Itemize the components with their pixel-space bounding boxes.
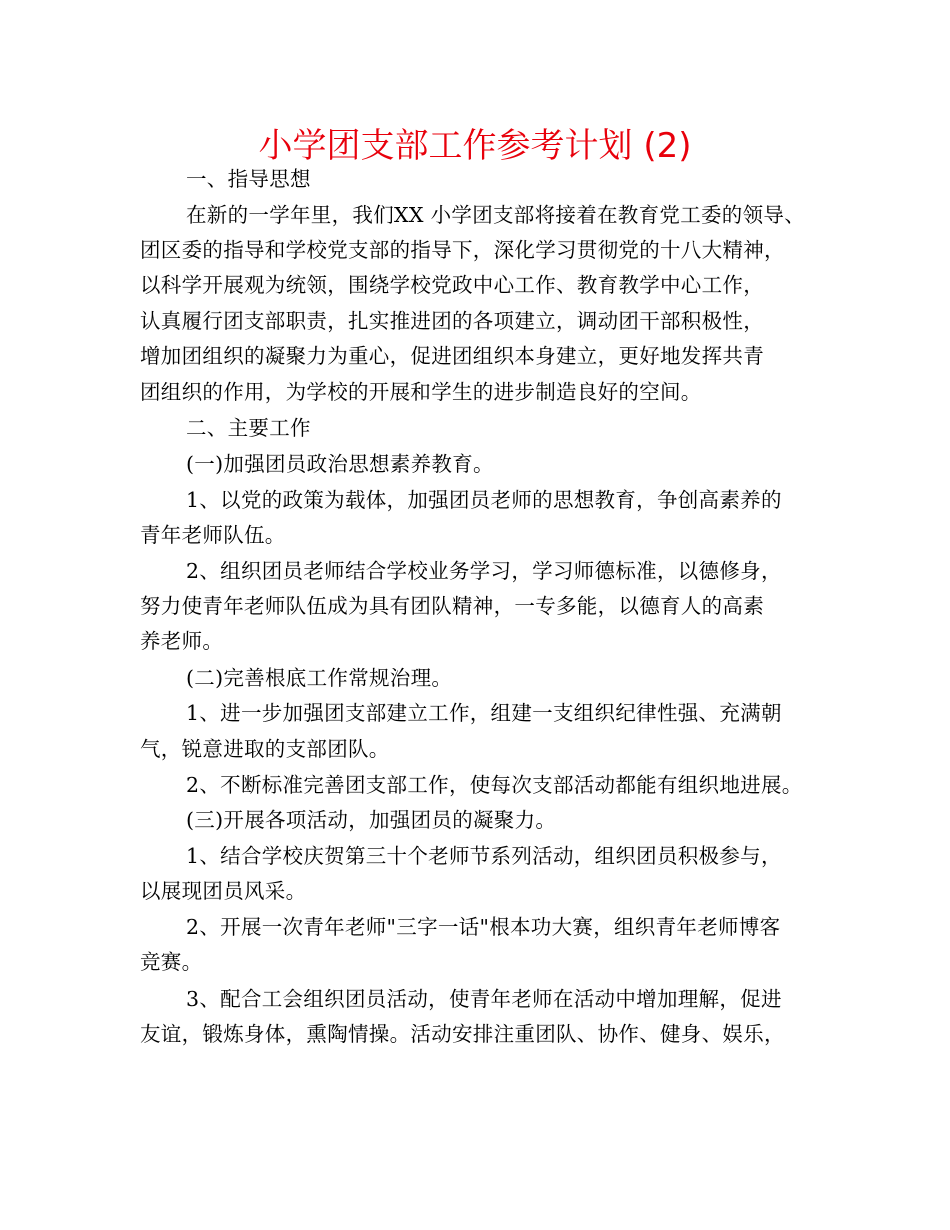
paragraph-line: 养老师。 [140,629,224,653]
paragraph-line: 2、不断标准完善团支部工作，使每次支部活动都能有组织地进展。 [186,773,803,797]
paragraph-line: 1、进一步加强团支部建立工作，组建一支组织纪律性强、充满朝 [186,701,782,725]
paragraph-line: 团区委的指导和学校党支部的指导下，深化学习贯彻党的十八大精神， [140,238,785,262]
paragraph-line: 1、结合学校庆贺第三十个老师节系列活动，组织团员积极参与， [186,844,782,868]
subheading-1: (一)加强团员政治思想素养教育。 [186,452,494,476]
paragraph-line: 气，锐意进取的支部团队。 [140,737,390,761]
heading-main-work: 二、主要工作 [186,416,311,440]
paragraph-line: 3、配合工会组织团员活动，使青年老师在活动中增加理解，促进 [186,987,782,1011]
heading-guiding-ideology: 一、指导思想 [186,167,311,191]
paragraph-line: 2、开展一次青年老师"三字一话"根本功大赛，组织青年老师博客 [186,915,781,939]
paragraph-line: 认真履行团支部职责，扎实推进团的各项建立，调动团干部积极性， [140,309,764,333]
paragraph-line: 增加团组织的凝聚力为重心，促进团组织本身建立，更好地发挥共青 [140,344,764,368]
subheading-2: (二)完善根底工作常规治理。 [186,666,453,690]
paragraph-line: 团组织的作用，为学校的开展和学生的进步制造良好的空间。 [140,380,702,404]
paragraph-line: 友谊，锻炼身体，熏陶情操。活动安排注重团队、协作、健身、娱乐， [140,1022,785,1046]
paragraph-line: 1、以党的政策为载体，加强团员老师的思想教育，争创高素养的 [186,488,782,512]
paragraph-line: 青年老师队伍。 [140,523,286,547]
paragraph-line: 以科学开展观为统领，围绕学校党政中心工作、教育教学中心工作， [140,273,764,297]
paragraph-line: 在新的一学年里，我们XX 小学团支部将接着在教育党工委的领导、 [186,203,806,227]
subheading-3: (三)开展各项活动，加强团员的凝聚力。 [186,808,557,832]
paragraph-line: 2、组织团员老师结合学校业务学习，学习师德标准，以德修身， [186,559,782,583]
paragraph-line: 努力使青年老师队伍成为具有团队精神，一专多能，以德育人的高素 [140,594,764,618]
paragraph-line: 以展现团员风采。 [140,879,307,903]
page-title: 小学团支部工作参考计划 (2) [258,126,692,166]
paragraph-line: 竞赛。 [140,950,203,974]
